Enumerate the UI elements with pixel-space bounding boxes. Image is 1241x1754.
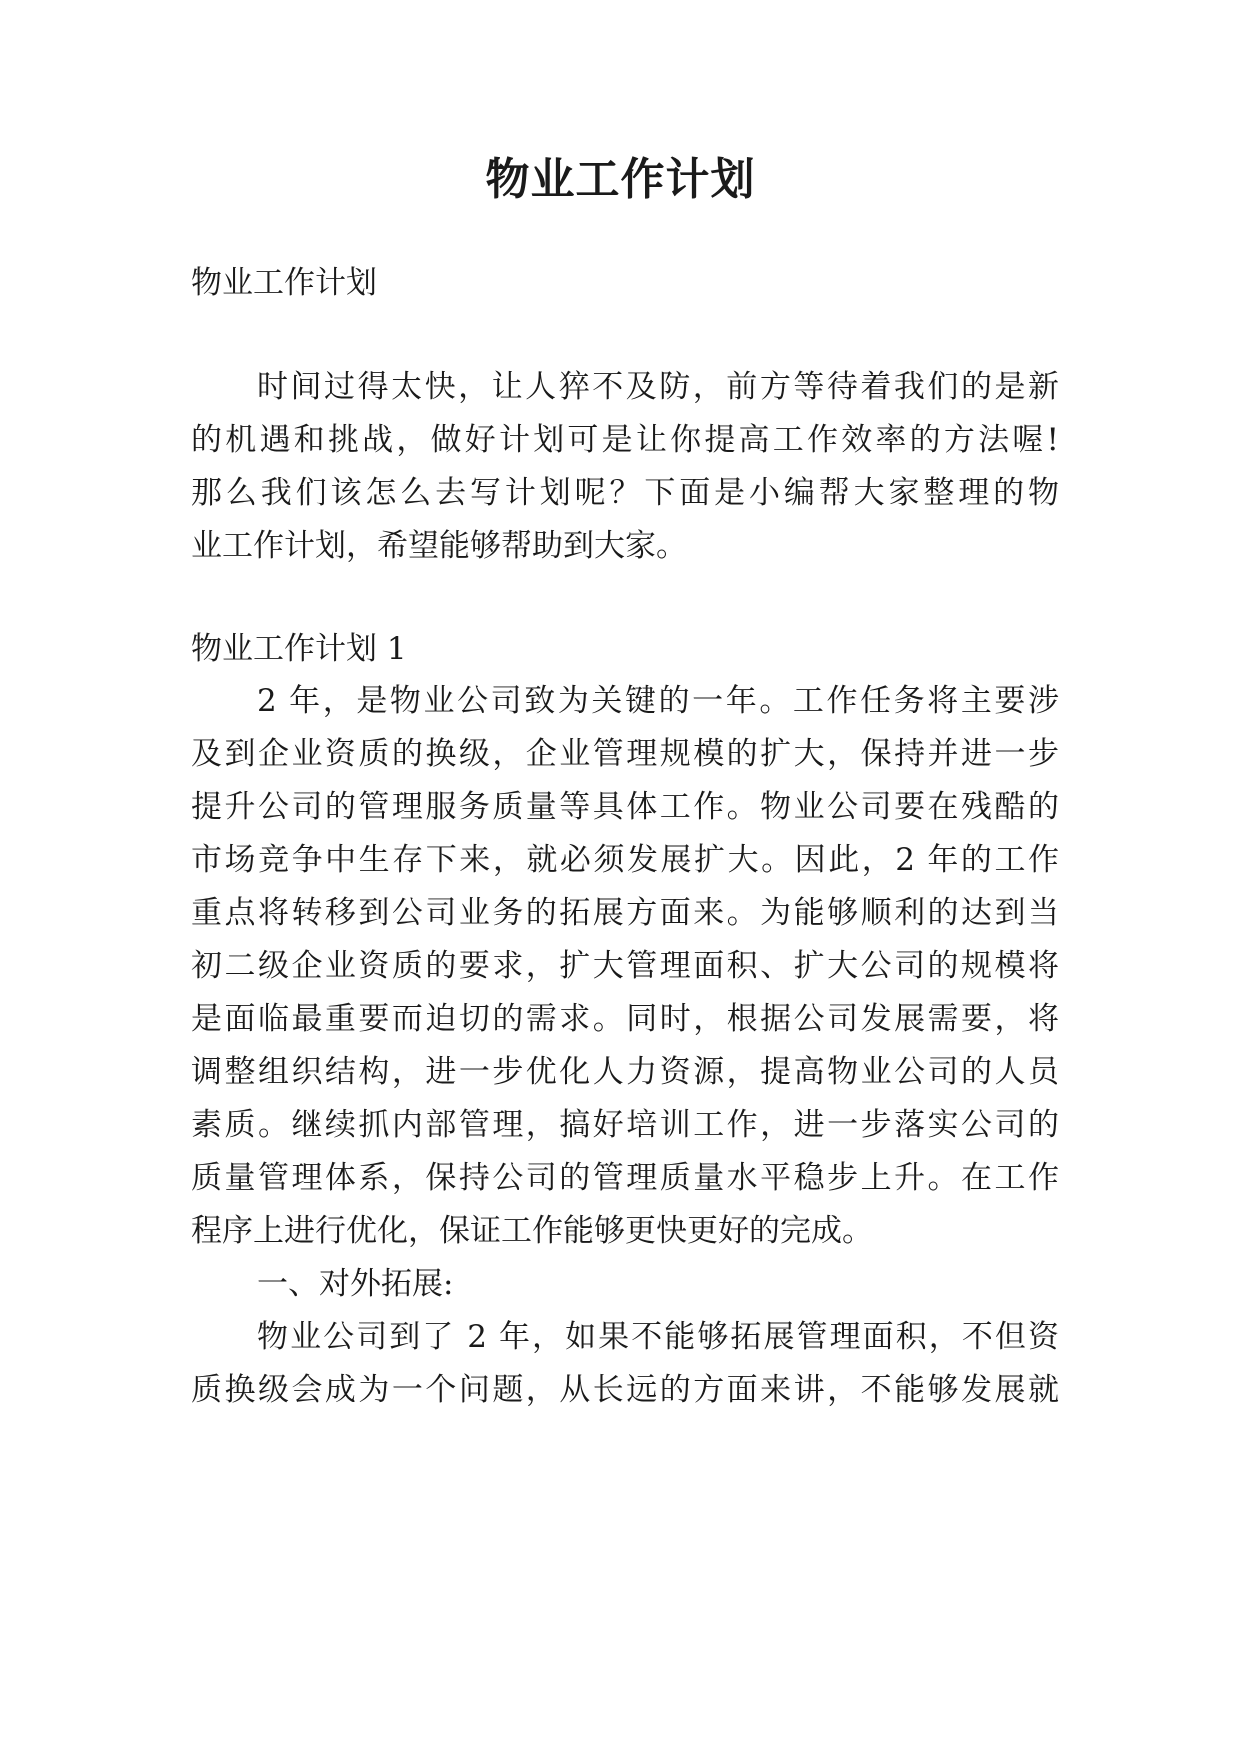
- body-line: 市场竞争中生存下来，就必须发展扩大。因此，2 年的工作: [191, 842, 1059, 878]
- body-line: 素质。继续抓内部管理，搞好培训工作，进一步落实公司的: [191, 1107, 1059, 1143]
- body-line: 质换级会成为一个问题，从长远的方面来讲，不能够发展就: [191, 1372, 1059, 1408]
- subheading: 一、对外拓展:: [257, 1266, 454, 1302]
- body-line: 物业公司到了 2 年，如果不能够拓展管理面积，不但资: [257, 1319, 1059, 1355]
- section-heading: 物业工作计划 1: [191, 631, 407, 667]
- intro-line: 业工作计划，希望能够帮助到大家。: [191, 528, 687, 564]
- intro-line: 时间过得太快，让人猝不及防，前方等待着我们的是新: [257, 369, 1059, 405]
- intro-line: 那么我们该怎么去写计划呢？下面是小编帮大家整理的物: [191, 475, 1059, 511]
- document-title: 物业工作计划: [485, 154, 756, 205]
- document-subtitle: 物业工作计划: [191, 265, 377, 301]
- body-line: 程序上进行优化，保证工作能够更快更好的完成。: [191, 1213, 873, 1249]
- body-line: 及到企业资质的换级，企业管理规模的扩大，保持并进一步: [191, 736, 1059, 772]
- body-line: 调整组织结构，进一步优化人力资源，提高物业公司的人员: [191, 1054, 1059, 1090]
- body-line: 初二级企业资质的要求，扩大管理面积、扩大公司的规模将: [191, 948, 1059, 984]
- body-line: 提升公司的管理服务质量等具体工作。物业公司要在残酷的: [191, 789, 1059, 825]
- body-line: 质量管理体系，保持公司的管理质量水平稳步上升。在工作: [191, 1160, 1059, 1196]
- body-line: 2 年，是物业公司致为关键的一年。工作任务将主要涉: [257, 683, 1059, 719]
- body-line: 重点将转移到公司业务的拓展方面来。为能够顺利的达到当: [191, 895, 1059, 931]
- intro-line: 的机遇和挑战，做好计划可是让你提高工作效率的方法喔!: [191, 422, 1059, 458]
- body-line: 是面临最重要而迫切的需求。同时，根据公司发展需要，将: [191, 1001, 1059, 1037]
